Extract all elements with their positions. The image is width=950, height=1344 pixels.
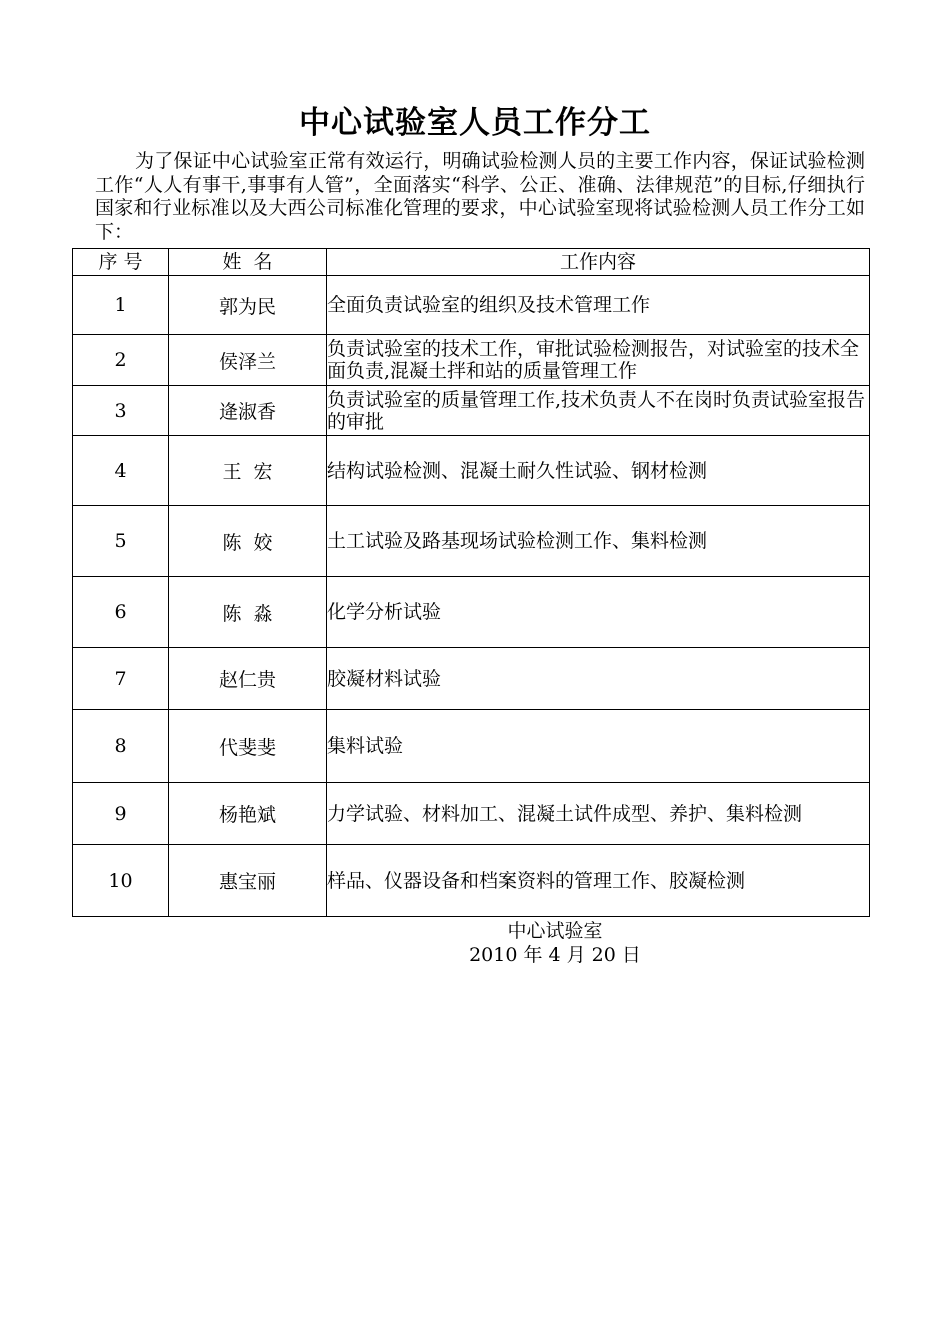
row-number: 6 <box>73 577 169 648</box>
header-number: 序 号 <box>73 249 169 276</box>
table-row <box>73 436 870 506</box>
table-row <box>73 276 870 335</box>
row-number: 10 <box>73 845 169 917</box>
row-duty: 负责试验室的质量管理工作,技术负责人不在岗时负责试验室报告的审批 <box>327 386 870 436</box>
row-name: 赵仁贵 <box>169 648 327 710</box>
row-number: 4 <box>73 436 169 506</box>
row-number: 2 <box>73 335 169 386</box>
row-name: 侯泽兰 <box>169 335 327 386</box>
row-name: 陈 姣 <box>169 506 327 577</box>
row-duty: 负责试验室的技术工作，审批试验检测报告，对试验室的技术全面负责,混凝土拌和站的质量管理工作 <box>327 335 870 386</box>
table-row <box>73 648 870 710</box>
header-name: 姓 名 <box>169 249 327 276</box>
row-name: 杨艳斌 <box>169 783 327 845</box>
row-duty: 集料试验 <box>327 710 870 783</box>
row-name: 代斐斐 <box>169 710 327 783</box>
duty-table <box>72 248 870 917</box>
table-header-row <box>73 249 870 276</box>
row-duty: 胶凝材料试验 <box>327 648 870 710</box>
table-row <box>73 386 870 436</box>
row-name: 陈 淼 <box>169 577 327 648</box>
signature-date: 2010 年 4 月 20 日 <box>469 944 641 966</box>
intro-paragraph: 为了保证中心试验室正常有效运行，明确试验检测人员的主要工作内容，保证试验检测工作“人人有事干,事事有人管”，全面落实“科学、公正、准确、法律规范”的目标,仔细执行国家和行业标准以及大西公司标准化管理的要求，中心试验室现将试验检测人员工作分工如下： <box>95 150 865 243</box>
table-row <box>73 577 870 648</box>
row-duty: 化学分析试验 <box>327 577 870 648</box>
row-number: 9 <box>73 783 169 845</box>
row-name: 王 宏 <box>169 436 327 506</box>
row-number: 5 <box>73 506 169 577</box>
row-number: 7 <box>73 648 169 710</box>
row-number: 3 <box>73 386 169 436</box>
row-number: 8 <box>73 710 169 783</box>
row-duty: 力学试验、材料加工、混凝土试件成型、养护、集料检测 <box>327 783 870 845</box>
row-duty: 结构试验检测、混凝土耐久性试验、钢材检测 <box>327 436 870 506</box>
row-name: 郭为民 <box>169 276 327 335</box>
table-row <box>73 845 870 917</box>
row-duty: 样品、仪器设备和档案资料的管理工作、胶凝检测 <box>327 845 870 917</box>
table-row <box>73 506 870 577</box>
row-duty: 全面负责试验室的组织及技术管理工作 <box>327 276 870 335</box>
row-name: 惠宝丽 <box>169 845 327 917</box>
signature-organization: 中心试验室 <box>507 920 603 942</box>
header-duty: 工作内容 <box>327 249 870 276</box>
table-row <box>73 783 870 845</box>
row-name: 逄淑香 <box>169 386 327 436</box>
table-row <box>73 335 870 386</box>
document-title: 中心试验室人员工作分工 <box>299 105 651 141</box>
row-duty: 土工试验及路基现场试验检测工作、集料检测 <box>327 506 870 577</box>
table-row <box>73 710 870 783</box>
row-number: 1 <box>73 276 169 335</box>
